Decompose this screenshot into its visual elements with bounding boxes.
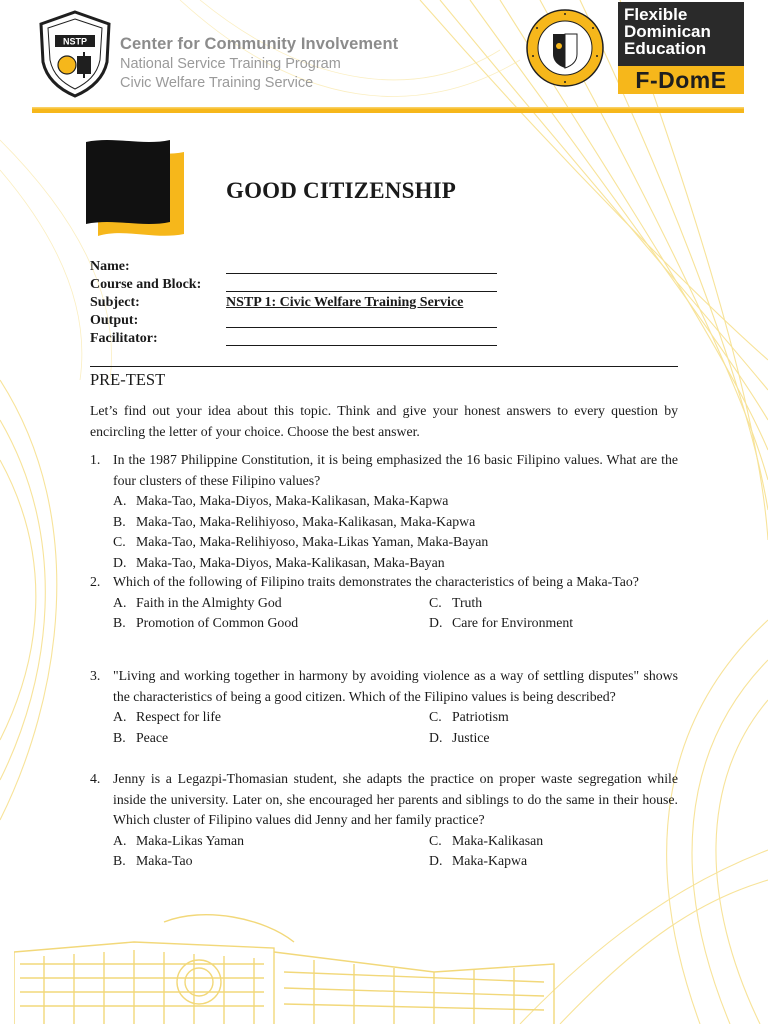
pretest-instructions: Let’s find out your idea about this topic. Think and give your honest answers to every question by encircling the letter of your choice. Choose the best answer. [90, 403, 678, 439]
question-text: In the 1987 Philippine Constitution, it is being emphasized the 16 basic Filipino values. What are the four clusters of these Filipino values? [113, 452, 678, 488]
flag-icon [84, 138, 192, 242]
output-label: Output: [90, 313, 139, 328]
building-watermark-icon [14, 912, 574, 1024]
option-b[interactable]: B. Maka-Tao, Maka-Relihiyoso, Maka-Kalikasan, Maka-Kapwa [113, 513, 476, 529]
subject-value: NSTP 1: Civic Welfare Training Service [226, 295, 464, 310]
program-name: National Service Training Program [120, 56, 341, 72]
option-a[interactable]: A. Maka-Likas Yaman [113, 832, 245, 848]
seal-label: NSTP [62, 36, 88, 47]
ust-legazpi-seal-icon [525, 8, 605, 88]
course-label: Course and Block: [90, 277, 202, 292]
option-d[interactable]: D. Justice [429, 729, 490, 745]
fdome-wordmark: Flexible Dominican Education [624, 5, 711, 58]
question-text: Which of the following of Filipino traits demonstrates the characteristics of being a Maka-Tao? [113, 574, 639, 589]
option-d[interactable]: D. Maka-Tao, Maka-Diyos, Maka-Kalikasan, Maka-Bayan [113, 554, 445, 570]
header-text [120, 34, 398, 93]
question-text: "Living and working together in harmony by avoiding violence as a way of settling disputes" shows the characteristics of being a good citizen. Which of the Filipino values is being described? [113, 668, 678, 704]
name-field[interactable] [226, 258, 497, 274]
pretest-heading: PRE-TEST [90, 370, 166, 389]
option-d[interactable]: D. Care for Environment [429, 615, 574, 630]
option-b[interactable]: B. Maka-Tao [113, 853, 193, 868]
option-c[interactable]: C. Maka-Kalikasan [429, 832, 544, 848]
output-field[interactable] [226, 312, 497, 328]
course-field[interactable] [226, 276, 497, 292]
option-c[interactable]: C. Maka-Tao, Maka-Relihiyoso, Maka-Likas Yaman, Maka-Bayan [113, 534, 489, 549]
component-name: Civic Welfare Training Service [120, 75, 314, 91]
question-3 [90, 666, 678, 748]
option-a[interactable]: A. Respect for life [113, 709, 222, 724]
question-text: Jenny is a Legazpi-Thomasian student, she adapts the practice on proper waste segregation while inside the university. Later on, she encouraged her parents and siblings to do the same in their house. Which cluster of Filipino values did Jenny and her family practice? [113, 771, 678, 827]
fdome-logo [618, 2, 744, 94]
question-2 [90, 572, 678, 634]
facilitator-field[interactable] [226, 330, 497, 346]
option-c[interactable]: C. Truth [429, 594, 483, 610]
document-title: GOOD CITIZENSHIP [226, 178, 457, 203]
option-c[interactable]: C. Patriotism [429, 709, 509, 724]
option-a[interactable]: A. Faith in the Almighty God [113, 594, 282, 610]
option-b[interactable]: B. Peace [113, 729, 169, 745]
name-label: Name: [90, 259, 130, 274]
option-b[interactable]: B. Promotion of Common Good [113, 615, 299, 630]
facilitator-label: Facilitator: [90, 331, 158, 346]
header-rule [32, 104, 744, 116]
question-options [113, 707, 678, 748]
fdome-logo-text: F-DomE [618, 66, 744, 94]
question-4 [90, 769, 678, 872]
subject-label: Subject: [90, 295, 140, 310]
question-options [113, 593, 678, 634]
question-number: 1. [90, 452, 101, 467]
org-name: Center for Community Involvement [120, 35, 399, 53]
question-number: 2. [90, 574, 101, 589]
question-1 [90, 450, 678, 573]
option-d[interactable]: D. Maka-Kapwa [429, 853, 528, 868]
question-number: 3. [90, 668, 101, 683]
option-a[interactable]: A. Maka-Tao, Maka-Diyos, Maka-Kalikasan, Maka-Kapwa [113, 493, 449, 508]
question-number: 4. [90, 771, 101, 786]
nstp-seal-icon [37, 10, 113, 98]
section-divider [90, 366, 678, 367]
question-options [113, 491, 678, 573]
question-options [113, 831, 678, 872]
